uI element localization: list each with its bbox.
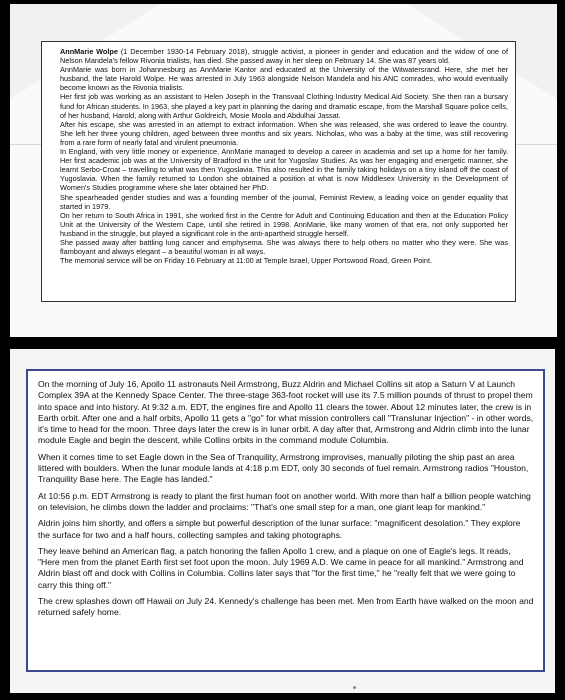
obituary-paragraph: In England, with very little money or experience, AnnMarie managed to develop a career in academia and set up a home for her family. Her first academic job was at the University of Bradford in the unit for Yugoslav Studies. As was her engaging and energetic manner, she learnt Serbo-Croat – travelling to what was then Yugoslavia. This also resulted in the family taking holidays on a tiny island off the coast of Yugoslavia. When the family returned to London she obtained a position at what is now Middlesex University in the Development of Women's Studies programme where she later obtained her PhD. — [60, 147, 508, 193]
obituary-paragraph: Her first job was working as an assistant to Helen Joseph in the Transvaal Clothing Industry Medical Aid Society. She then ran a bursary fund for African students. In 1963, she played a key part in planning the daring and dramatic escape, from the Marshall Square police cells, of her husband, Harold, along with Arthur Goldreich, Mosie Moola and Abdulhai Jassat. — [60, 92, 508, 120]
obituary-paragraph: The memorial service will be on Friday 16 February at 11:00 at Temple Israel, Upper Portswood Road, Green Point. — [60, 256, 433, 266]
bottom-envelope — [10, 349, 555, 693]
top-envelope — [10, 4, 557, 337]
apollo-paragraph: At 10:56 p.m. EDT Armstrong is ready to plant the first human foot on another world. With more than half a billion people watching on television, he climbs down the ladder and proclaims: "That's one small step for a man, one giant leap for mankind." — [38, 490, 531, 512]
obituary-paragraph: On her return to South Africa in 1991, she worked first in the Centre for Adult and Continuing Education and then at the Education Policy Unit at the University of the Western Cape, until she retired in 1998. AnnMarie, like many women of that era, not only supported her husband in the struggle, but played a significant role in the anti-apartheid struggle herself. — [60, 210, 508, 238]
obituary-paragraph: She passed away after battling lung cancer and emphysema. She was always there to help others no matter who they were. She was flamboyant and always elegant – a beautiful woman in all ways. — [60, 237, 508, 257]
apollo-paragraph: The crew splashes down off Hawaii on July 24. Kennedy's challenge has been met. Men from Earth have walked on the moon and returned safely home. — [38, 596, 534, 618]
obituary-name: AnnMarie Wolpe — [60, 47, 118, 56]
apollo-paragraph: Aldrin joins him shortly, and offers a simple but powerful description of the lunar surface: "magnificent desolation." They explore the surface for two and a half hours, collecting samples and taking photographs. — [38, 518, 521, 540]
obituary-paragraph — [60, 47, 508, 65]
paper-speck — [353, 686, 356, 689]
apollo-paragraph: On the morning of July 16, Apollo 11 astronauts Neil Armstrong, Buzz Aldrin and Michael Collins sit atop a Saturn V at Launch Complex 39A at the Kennedy Space Center. The three-stage 363-foot rocket will use its 7.5 million pounds of thrust to propel them into space and into history. At 9:32 a.m. EDT, the engines fire and Apollo 11 clears the tower. About 12 minutes later, the crew is in Earth orbit. After one and a half orbits, Apollo 11 gets a "go" for what mission controllers call "Translunar Injection" - in other words, it's time to head for the moon. Three days later the crew is in lunar orbit. A day after that, Armstrong and Aldrin climb into the lunar module Eagle and begin the descent, while Collins orbits in the command module Columbia. — [38, 379, 534, 446]
obituary-insert — [41, 41, 516, 302]
apollo-insert — [26, 369, 545, 672]
envelope-seam-right — [512, 144, 557, 145]
obituary-paragraph: AnnMarie was born in Johannesburg as AnnMarie Kantor and educated at the University of the Witwatersrand. Here, she met her husband, the late Harold Wolpe. He was arrested in July 1963 alongside Nelson Mandela and his ANC comrades, who would eventually become known as the Rivonia trialists. — [60, 65, 508, 93]
apollo-paragraph: When it comes time to set Eagle down in the Sea of Tranquility, Armstrong improvises, manually piloting the ship past an area littered with boulders. When the lunar module lands at 4:18 p.m EDT, only 30 seconds of fuel remain. Armstrong radios "Houston, Tranquility Base here. The Eagle has landed." — [38, 451, 529, 485]
obituary-paragraph: She spearheaded gender studies and was a founding member of the journal, Feminist Review, a leading voice on gender equality that started in 1979. — [60, 192, 508, 211]
apollo-paragraph: They leave behind an American flag, a patch honoring the fallen Apollo 1 crew, and a plaque on one of Eagle's legs. It reads, "Here men from the planet Earth first set foot upon the moon. July 1969 A.D. We came in peace for all mankind." Armstrong and Aldrin blast off and dock with Collins in Columbia. Collins later says that "for the first time," he "really felt that we were going to carry this thing off." — [38, 545, 524, 590]
obituary-intro: (1 December 1930-14 February 2018), struggle activist, a pioneer in gender and education and the widow of one of Nelson Mandela's fellow Rivonia trialists, has died. She passed away in her sleep on February 14. She was 87 years old. — [60, 47, 508, 66]
obituary-paragraph: After his escape, she was arrested in an attempt to extract information. When she was released, she was ordered to leave the country. She left her three young children, aged between three months and six years. Nicholas, who was a baby at the time, was still recovering from a rare form of nearly fatal and virulent pneumonia. — [60, 119, 508, 147]
